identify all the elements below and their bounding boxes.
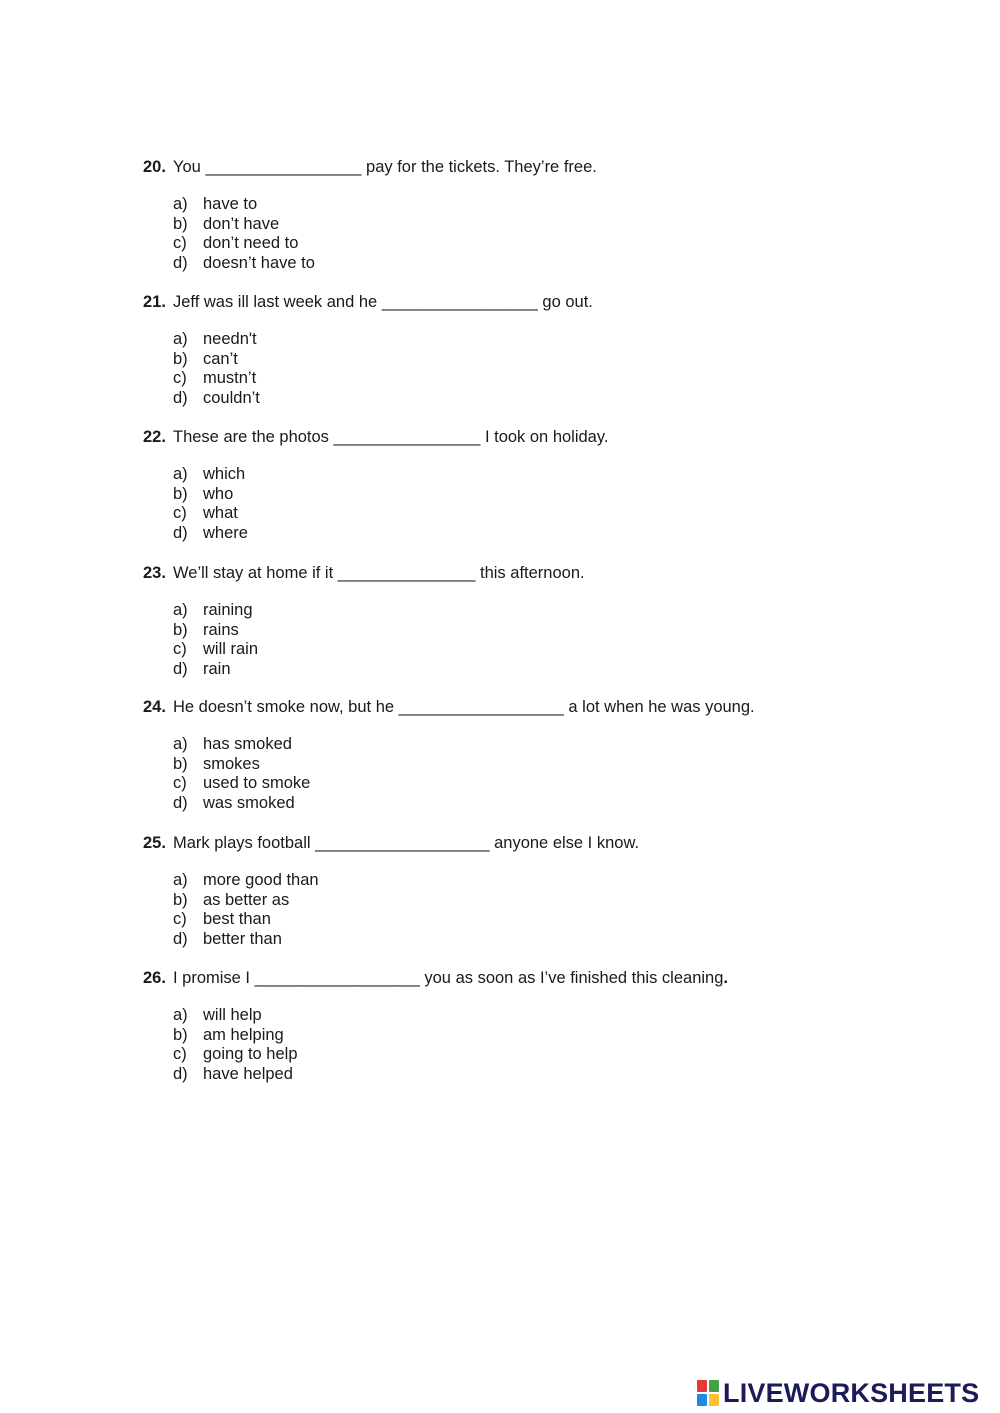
option-c[interactable] [173, 234, 903, 254]
option-text: don’t have [203, 214, 280, 233]
option-letter: a) [173, 330, 188, 348]
option-letter: d) [173, 793, 188, 812]
answer-blank[interactable]: ___________________ [315, 834, 490, 852]
option-letter: d) [173, 388, 188, 407]
option-b[interactable] [173, 215, 903, 235]
question-stem [143, 833, 903, 853]
option-c[interactable] [173, 369, 903, 389]
option-b[interactable] [173, 1026, 903, 1046]
option-letter: b) [173, 890, 188, 909]
stem-after: you as soon as I’ve finished this cleaning [419, 969, 724, 987]
option-text: have to [203, 195, 258, 213]
option-letter: a) [173, 465, 188, 483]
option-d[interactable] [173, 660, 903, 680]
options-list [143, 601, 903, 679]
option-text: best than [203, 910, 271, 928]
answer-blank[interactable]: __________________ [254, 969, 420, 987]
options-list [143, 735, 903, 813]
option-a[interactable] [173, 601, 903, 621]
option-text: better than [203, 929, 282, 948]
answer-blank[interactable]: __________________ [398, 698, 564, 716]
logo-mark-square [709, 1380, 719, 1392]
option-text: which [203, 465, 246, 483]
option-letter: d) [173, 523, 188, 542]
option-text: going to help [203, 1045, 298, 1063]
option-d[interactable] [173, 254, 903, 274]
option-letter: d) [173, 1064, 188, 1083]
liveworksheets-logo[interactable] [697, 1380, 979, 1406]
options-list [143, 195, 903, 273]
question-number: 25. [143, 834, 166, 852]
option-text: am helping [203, 1025, 284, 1044]
question-23 [143, 563, 903, 679]
options-list [143, 871, 903, 949]
stem-after: pay for the tickets. They’re free. [361, 158, 597, 176]
option-letter: d) [173, 253, 188, 272]
option-a[interactable] [173, 330, 903, 350]
option-text: rain [203, 659, 231, 678]
option-text: will rain [203, 640, 259, 658]
answer-blank[interactable]: _________________ [381, 293, 538, 311]
question-number: 20. [143, 158, 166, 176]
logo-mark-icon [697, 1380, 719, 1406]
option-d[interactable] [173, 930, 903, 950]
option-text: have helped [203, 1064, 293, 1083]
question-stem [143, 968, 903, 988]
question-21 [143, 292, 903, 408]
option-text: who [203, 484, 234, 503]
question-number: 26. [143, 969, 166, 987]
stem-after: I took on holiday. [480, 428, 609, 446]
options-list [143, 330, 903, 408]
logo-mark-square [709, 1394, 719, 1406]
option-d[interactable] [173, 1065, 903, 1085]
option-text: raining [203, 601, 253, 619]
option-b[interactable] [173, 350, 903, 370]
option-text: couldn’t [203, 388, 260, 407]
option-text: can’t [203, 349, 238, 368]
option-d[interactable] [173, 389, 903, 409]
stem-before: We’ll stay at home if it [173, 564, 338, 582]
option-letter: c) [173, 504, 187, 522]
option-letter: b) [173, 349, 188, 368]
option-b[interactable] [173, 621, 903, 641]
stem-before: I promise I [173, 969, 255, 987]
option-c[interactable] [173, 910, 903, 930]
stem-end: . [723, 969, 728, 987]
option-letter: b) [173, 214, 188, 233]
question-25 [143, 833, 903, 949]
option-a[interactable] [173, 871, 903, 891]
option-letter: d) [173, 929, 188, 948]
option-a[interactable] [173, 1006, 903, 1026]
option-letter: d) [173, 659, 188, 678]
option-text: what [203, 504, 238, 522]
stem-before: He doesn’t smoke now, but he [173, 698, 399, 716]
option-a[interactable] [173, 735, 903, 755]
option-text: more good than [203, 871, 319, 889]
question-number: 23. [143, 564, 166, 582]
option-d[interactable] [173, 524, 903, 544]
option-text: needn't [203, 330, 257, 348]
question-stem [143, 292, 903, 312]
option-letter: c) [173, 1045, 187, 1063]
option-letter: c) [173, 774, 187, 792]
option-text: don’t need to [203, 234, 299, 252]
option-letter: a) [173, 195, 188, 213]
option-letter: a) [173, 871, 188, 889]
question-stem [143, 427, 903, 447]
question-number: 22. [143, 428, 166, 446]
option-letter: b) [173, 620, 188, 639]
option-letter: c) [173, 369, 187, 387]
option-text: used to smoke [203, 774, 311, 792]
options-list [143, 465, 903, 543]
option-b[interactable] [173, 485, 903, 505]
question-stem [143, 697, 903, 717]
answer-blank[interactable]: _________________ [205, 158, 362, 176]
option-c[interactable] [173, 640, 903, 660]
option-letter: b) [173, 754, 188, 773]
question-26 [143, 968, 903, 1084]
option-letter: a) [173, 735, 188, 753]
logo-mark-square [697, 1380, 707, 1392]
stem-after: this afternoon. [475, 564, 585, 582]
question-stem [143, 157, 903, 177]
question-22 [143, 427, 903, 543]
option-b[interactable] [173, 755, 903, 775]
option-text: as better as [203, 890, 290, 909]
stem-after: a lot when he was young. [563, 698, 755, 716]
option-a[interactable] [173, 465, 903, 485]
option-text: was smoked [203, 793, 295, 812]
stem-after: go out. [537, 293, 593, 311]
question-number: 24. [143, 698, 166, 716]
option-letter: c) [173, 234, 187, 252]
stem-before: Mark plays football [173, 834, 316, 852]
option-a[interactable] [173, 195, 903, 215]
logo-text: LIVEWORKSHEETS [723, 1378, 980, 1408]
option-text: where [203, 523, 248, 542]
option-letter: b) [173, 484, 188, 503]
options-list [143, 1006, 903, 1084]
option-letter: b) [173, 1025, 188, 1044]
stem-before: Jeff was ill last week and he [173, 293, 382, 311]
stem-before: You [173, 158, 206, 176]
stem-before: These are the photos [173, 428, 334, 446]
option-text: smokes [203, 754, 260, 773]
answer-blank[interactable]: ________________ [333, 428, 481, 446]
question-stem [143, 563, 903, 583]
option-text: mustn’t [203, 369, 257, 387]
answer-blank[interactable]: _______________ [337, 564, 476, 582]
logo-mark-square [697, 1394, 707, 1406]
option-text: will help [203, 1006, 262, 1024]
option-c[interactable] [173, 1045, 903, 1065]
option-b[interactable] [173, 891, 903, 911]
option-letter: c) [173, 640, 187, 658]
option-text: has smoked [203, 735, 292, 753]
option-letter: a) [173, 601, 188, 619]
option-letter: a) [173, 1006, 188, 1024]
stem-after: anyone else I know. [489, 834, 640, 852]
option-c[interactable] [173, 504, 903, 524]
question-24 [143, 697, 903, 813]
option-letter: c) [173, 910, 187, 928]
question-number: 21. [143, 293, 166, 311]
option-c[interactable] [173, 774, 903, 794]
option-text: rains [203, 620, 239, 639]
option-text: doesn’t have to [203, 253, 315, 272]
option-d[interactable] [173, 794, 903, 814]
question-20 [143, 157, 903, 273]
